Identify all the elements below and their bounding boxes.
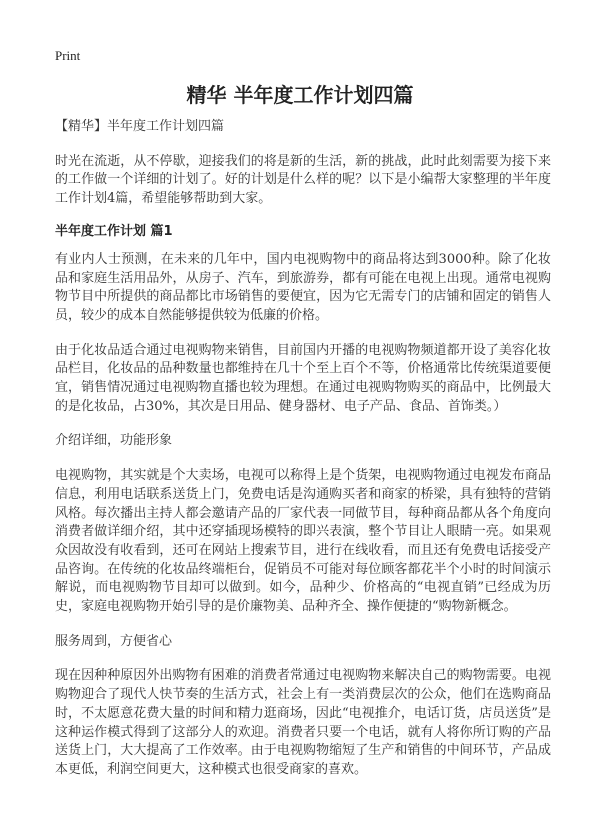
section-title: 半年度工作计划 篇1 (55, 223, 173, 239)
article-body (55, 118, 551, 796)
paragraph-tv-shopping: 电视购物，其实就是个大卖场，电视可以称得上是个货架，电视购物通过电视发布商品信息，利用电话联系送货上门，免费电话是沟通购买者和商家的桥梁，具有独特的营销风格。每次播出主持人都会邀请产品的厂家代表一同做节目，每种商品都从各个角度向消费者做详细介绍，其中还穿插现场模特的即兴表演，整个节目让人眼睛一亮。如果观众因故没有收看到，还可在网站上搜索节目，进行在线收看，而且还有免费电话接受产品咨询。在传统的化妆品终端柜台，促销员不可能对每位顾客都花半个小时的时间演示解说，而电视购物节目却可以做到。如今，品种少、价格高的“电视直销”已经成为历史，家庭电视购物开始引导的是价廉物美、品种齐全、操作便捷的“购物新概念。 (55, 468, 551, 615)
paragraph-market-forecast: 有业内人士预测，在未来的几年中，国内电视购物中的商品将达到3000种。除了化妆品和家庭生活用品外，从房子、汽车，到旅游券，都有可能在电视上出现。通常电视购物节目中所提供的商品都比市场销售的要便宜，因为它无需专门的店铺和固定的销售人员，较少的成本自然能够提供较为低廉的价格。 (55, 251, 551, 323)
article-subtitle: 【精华】半年度工作计划四篇 (55, 119, 225, 134)
paragraph-cosmetics: 由于化妆品适合通过电视购物来销售，目前国内开播的电视购物频道都开设了美容化妆品栏目，化妆品的品种数量也都维持在几十个至上百个不等，价格通常比传统渠道要便宜，销售情况通过电视购物直播也较为理想。在通过电视购物购买的商品中，比例最大的是化妆品，占30%，其次是日用品、健身器材、电子产品、食品、首饰类。） (55, 342, 551, 414)
document-title: 精华 半年度工作计划四篇 (186, 83, 414, 107)
print-link[interactable]: Print (55, 48, 81, 63)
subheading-service: 服务周到，方便省心 (55, 633, 173, 649)
subheading-detailed-intro: 介绍详细，功能形象 (55, 433, 173, 449)
paragraph-convenience: 现在因种种原因外出购物有困难的消费者常通过电视购物来解决自己的购物需要。电视购物迎合了现代人快节奏的生活方式，社会上有一类消费层次的公众，他们在选购商品时，不太愿意花费大量的时间和精力逛商场，因此“电视推介，电话订货，店员送货”是这种运作模式得到了这部分人的欢迎。消费者只要一个电话，就有人将你所订购的产品送货上门，大大提高了工作效率。由于电视购物缩短了生产和销售的中间环节，产品成本更低，利润空间更大，这种模式也很受商家的喜欢。 (55, 668, 551, 777)
intro-paragraph: 时光在流逝，从不停歇，迎接我们的将是新的生活，新的挑战，此时此刻需要为接下来的工作做一个详细的计划了。好的计划是什么样的呢？以下是小编帮大家整理的半年度工作计划4篇，希望能够帮助到大家。 (55, 153, 551, 207)
